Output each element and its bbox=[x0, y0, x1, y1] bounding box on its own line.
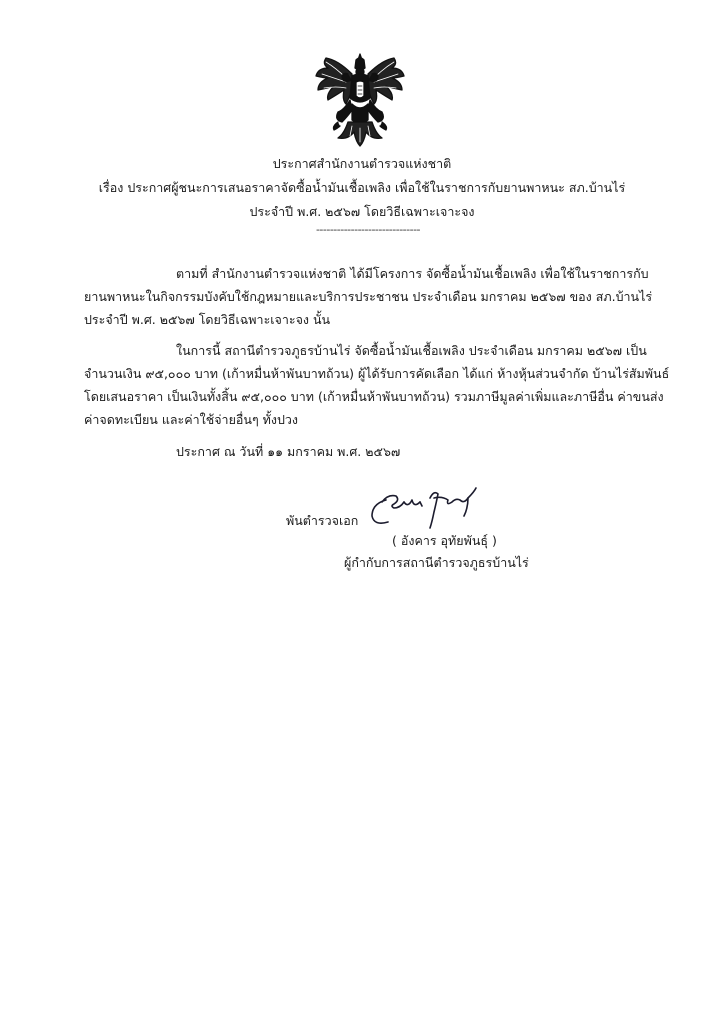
para2-line1: ในการนี้ สถานีตำรวจภูธรบ้านไร่ จัดซื้อน้ำมันเชื้อเพลิง ประจำเดือน มกราคม ๒๕๖๗ เป็น bbox=[176, 343, 647, 358]
garuda-emblem-icon bbox=[312, 50, 408, 150]
document-fiscal-year: ประจำปี พ.ศ. ๒๕๖๗ โดยวิธีเฉพาะเจาะจง bbox=[249, 204, 475, 219]
document-subject: เรื่อง ประกาศผู้ชนะการเสนอราคาจัดซื้อน้ำมันเชื้อเพลิง เพื่อใช้ในราชการกับยานพาหนะ สภ.บ้านไร่ bbox=[98, 180, 626, 195]
para1-line1: ตามที่ สำนักงานตำรวจแห่งชาติ ได้มีโครงการ จัดซื้อน้ำมันเชื้อเพลิง เพื่อใช้ในราชการกับ bbox=[176, 266, 649, 281]
document-title: ประกาศสำนักงานตำรวจแห่งชาติ bbox=[272, 156, 452, 171]
signer-name: ( อังคาร อุทัยพันธุ์ ) bbox=[392, 533, 497, 548]
signer-position: ผู้กำกับการสถานีตำรวจภูธรบ้านไร่ bbox=[344, 555, 529, 570]
handwritten-signature-icon bbox=[364, 486, 482, 534]
para1-line3: ประจำปี พ.ศ. ๒๕๖๗ โดยวิธีเฉพาะเจาะจง นั้น bbox=[84, 312, 331, 327]
signer-rank: พันตำรวจเอก bbox=[286, 513, 359, 528]
para2-line2: จำนวนเงิน ๙๕,๐๐๐ บาท (เก้าหมื่นห้าพันบาทถ้วน) ผู้ได้รับการคัดเลือก ได้แก่ ห้างหุ้นส่วนจำกัด บ้านไร่สัมพันธ์ bbox=[84, 366, 670, 381]
header-separator: ------------------------------ bbox=[315, 223, 421, 236]
para1-line2: ยานพาหนะในกิจกรรมบังคับใช้กฎหมายและบริการประชาชน ประจำเดือน มกราคม ๒๕๖๗ ของ สภ.บ้านไร่ bbox=[84, 289, 653, 304]
para2-line3: โดยเสนอราคา เป็นเงินทั้งสิ้น ๙๕,๐๐๐ บาท (เก้าหมื่นห้าพันบาทถ้วน) รวมภาษีมูลค่าเพิ่มและภาษีอื่น ค่าขนส่ง bbox=[84, 389, 664, 404]
announce-date: ประกาศ ณ วันที่ ๑๑ มกราคม พ.ศ. ๒๕๖๗ bbox=[176, 444, 401, 459]
para2-line4: ค่าจดทะเบียน และค่าใช้จ่ายอื่นๆ ทั้งปวง bbox=[84, 412, 299, 427]
